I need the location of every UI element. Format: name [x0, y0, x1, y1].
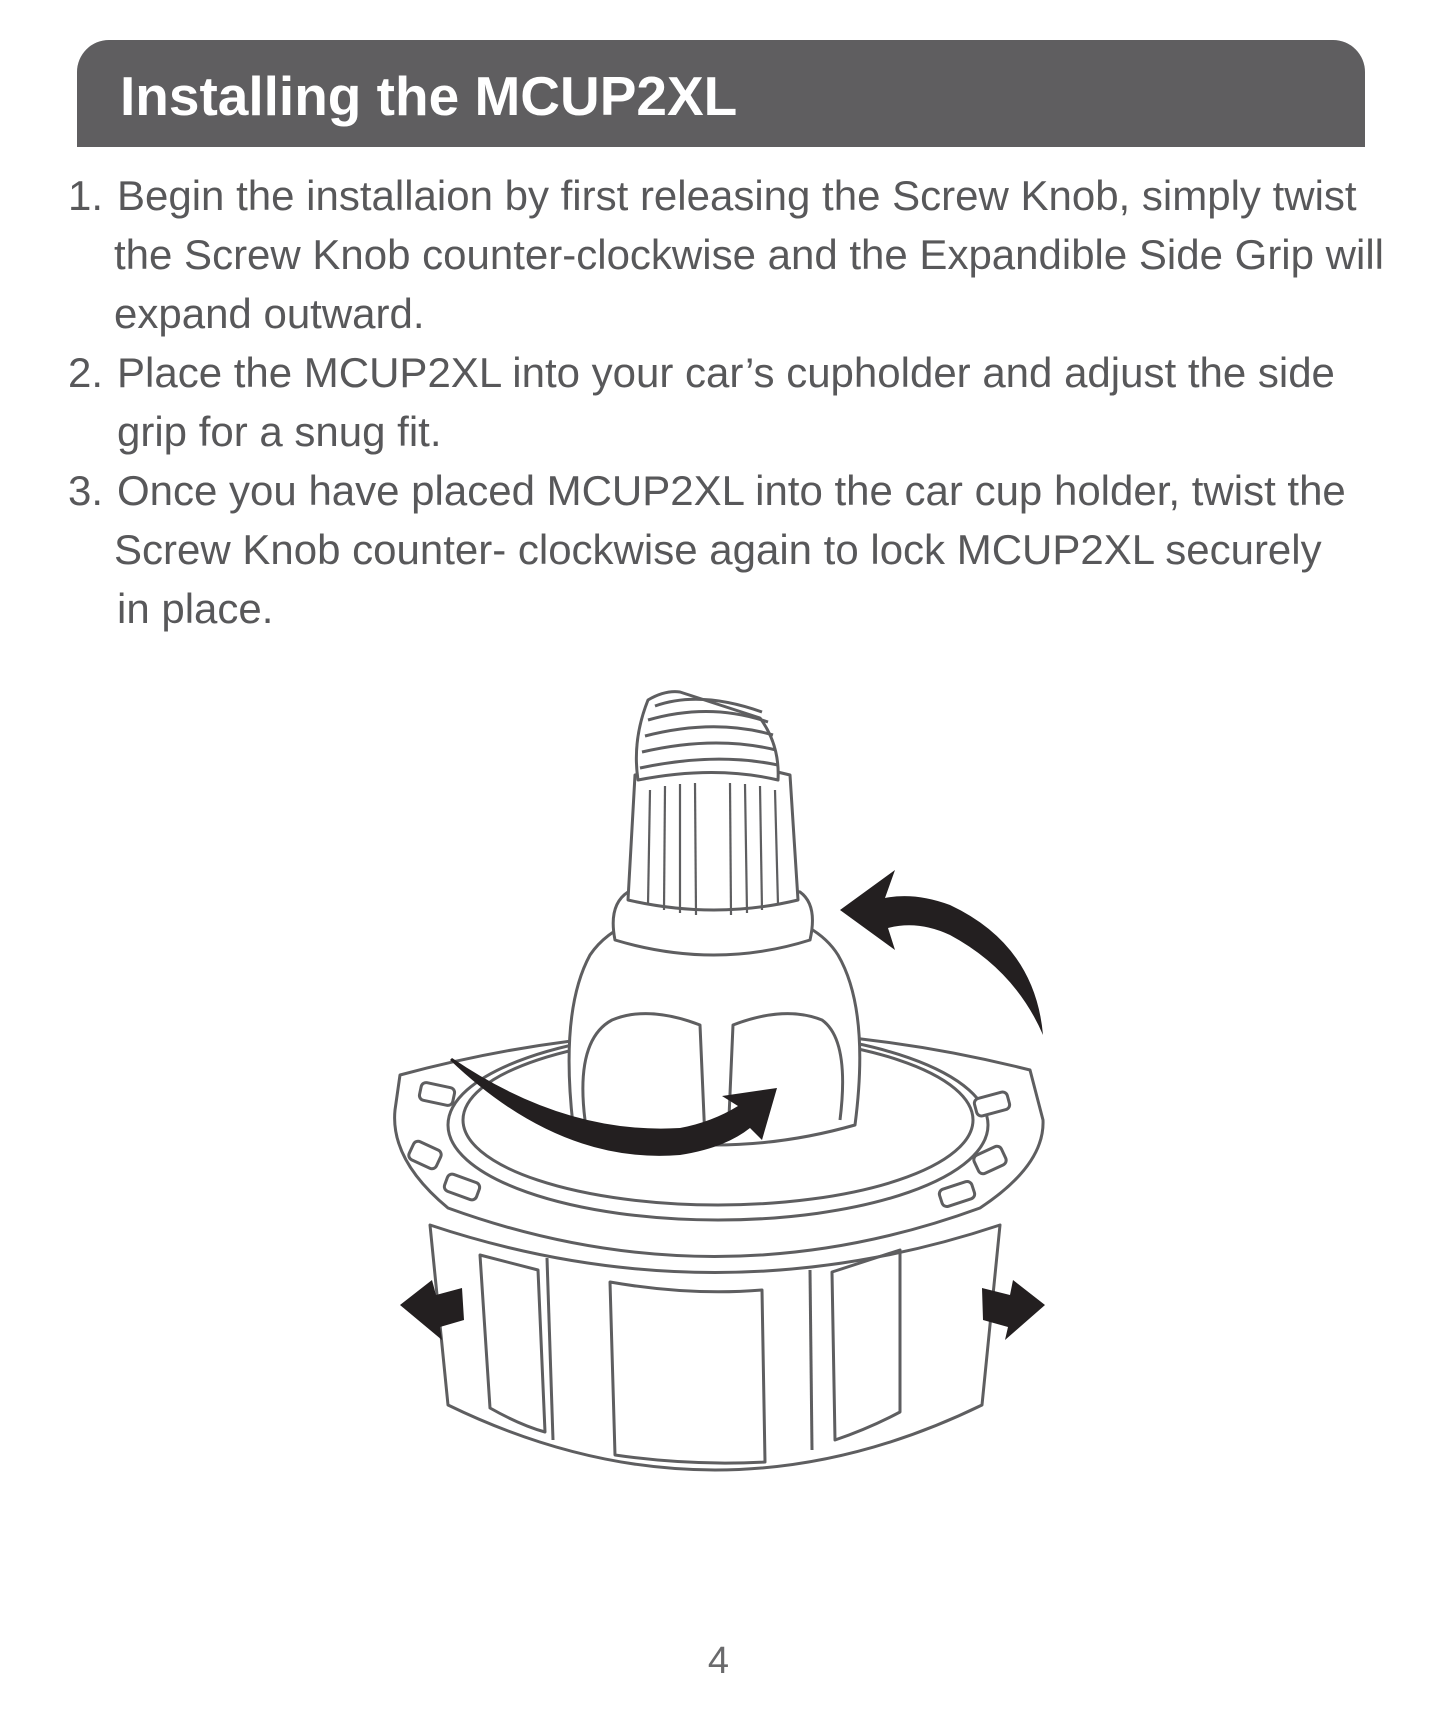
- screw-knob-ribbed: [628, 765, 798, 910]
- step-number: 1.: [68, 172, 104, 219]
- cup-holder-mount-illustration: [360, 685, 1080, 1515]
- rotate-arrow-upper: [840, 870, 1043, 1035]
- step-number: 2.: [68, 349, 104, 396]
- step-text-line: grip for a snug fit.: [117, 408, 442, 455]
- step-text-line: expand outward.: [114, 290, 425, 337]
- base-cup-body: [430, 1225, 1000, 1470]
- step-number: 3.: [68, 467, 104, 514]
- step-text-line: Once you have placed MCUP2XL into the car cup holder, twist the: [117, 467, 1346, 514]
- step-text-line: Place the MCUP2XL into your car’s cupholder and adjust the side: [117, 349, 1335, 396]
- section-header: [77, 40, 1365, 147]
- page-title: Installing the MCUP2XL: [120, 65, 738, 127]
- step-text-line: the Screw Knob counter-clockwise and the Expandible Side Grip will: [114, 231, 1384, 278]
- step-text-line: Begin the installaion by first releasing the Screw Knob, simply twist: [117, 172, 1357, 219]
- page-number: 4: [707, 1640, 730, 1682]
- step-text-line: Screw Knob counter- clockwise again to lock MCUP2XL securely: [114, 526, 1322, 573]
- step-text-line: in place.: [117, 585, 274, 632]
